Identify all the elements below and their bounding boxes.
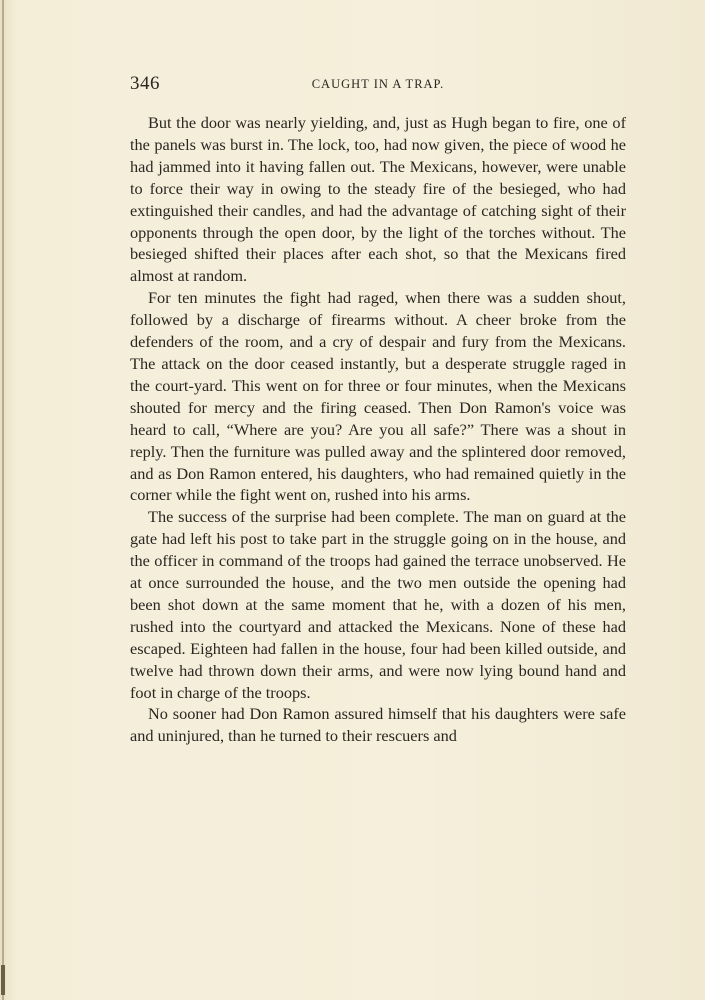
page-number: 346 <box>130 73 160 94</box>
binding-edge <box>2 0 4 1000</box>
paragraph-1: But the door was nearly yielding, and, just as Hugh began to fire, one of the panels was burst in. The lock, too, had now given, the piece of wood he had jammed into it having fallen out. The Mexicans, however, were unable to force their way in owing to the steady fire of the besieged, who had extinguished their candles, and had the advantage of catching sight of their opponents through the open door, by the light of the torches without. The besieged shifted their places after each shot, so that the Mexicans fired almost at random. <box>130 113 626 286</box>
page-header <box>130 73 626 95</box>
paragraph-4: No sooner had Don Ramon assured himself that his daughters were safe and uninjured, than he turned to their rescuers and <box>130 704 626 746</box>
binding-mark <box>1 965 5 995</box>
running-head: CAUGHT IN A TRAP. <box>311 77 445 91</box>
paragraph-2: For ten minutes the fight had raged, when there was a sudden shout, followed by a discharge of firearms without. A cheer broke from the defenders of the room, and a cry of despair and fury from the Mexicans. The attack on the door ceased instantly, but a desperate struggle raged in the court-yard. This went on for three or four minutes, when the Mexicans shouted for mercy and the firing ceased. Then Don Ramon's voice was heard to call, “Where are you? Are you all safe?” There was a shout in reply. Then the furniture was pulled away and the splintered door removed, and as Don Ramon entered, his daughters, who had remained quietly in the corner while the fight went on, rushed into his arms. <box>130 288 626 505</box>
paragraph-3: The success of the surprise had been complete. The man on guard at the gate had left his post to take part in the struggle going on in the house, and the officer in command of the troops had gained the terrace unobserved. He at once surrounded the house, and the two men outside the opening had been shot down at the same moment that he, with a dozen of his men, rushed into the courtyard and attacked the Mexicans. None of these had escaped. Eighteen had fallen in the house, four had been killed outside, and twelve had thrown down their arms, and were now lying bound hand and foot in charge of the troops. <box>130 507 626 702</box>
body-text <box>130 112 626 747</box>
